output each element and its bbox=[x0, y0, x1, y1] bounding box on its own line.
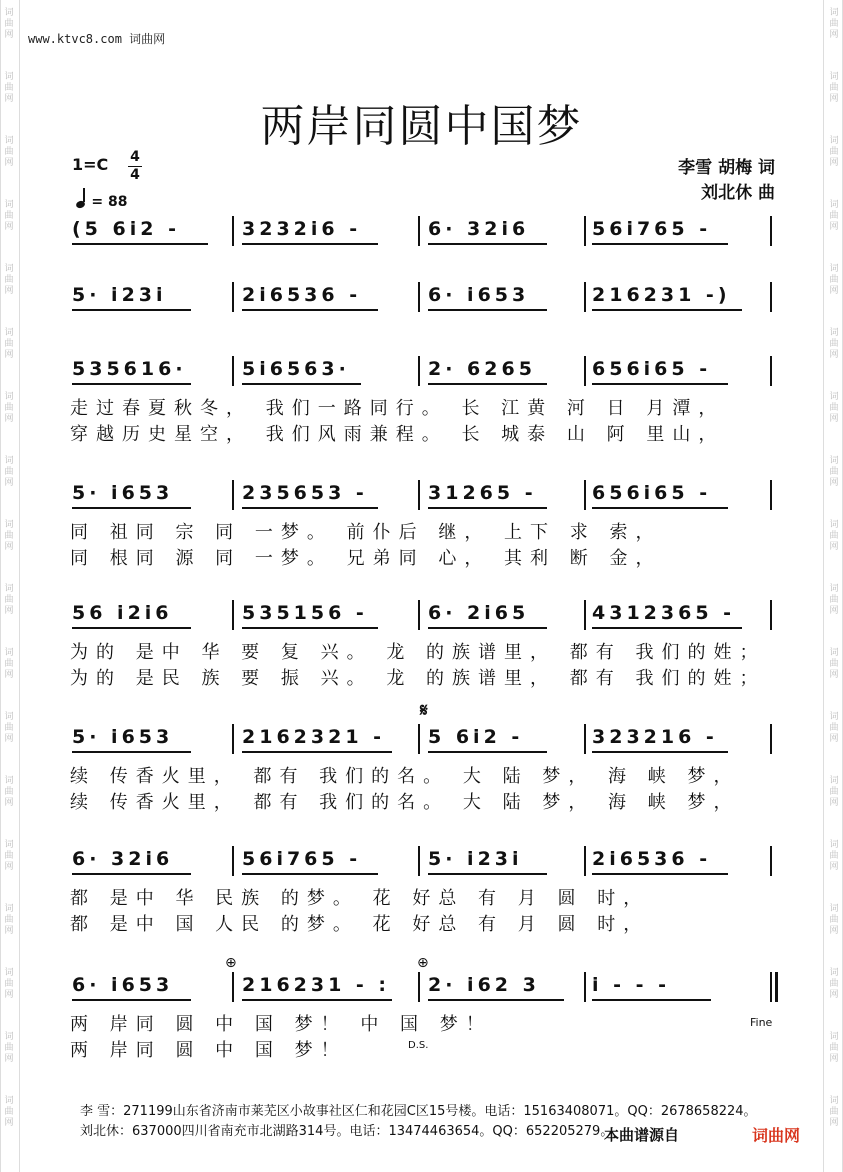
barline bbox=[584, 356, 586, 386]
tempo-value: = 88 bbox=[91, 194, 128, 210]
measure: 6· 32i6 bbox=[72, 848, 174, 870]
beam-line bbox=[428, 751, 547, 753]
beam-line bbox=[592, 383, 728, 385]
measure: 56 i2i6 bbox=[72, 602, 173, 624]
measure: 2· 6265 bbox=[428, 358, 536, 380]
barline bbox=[584, 600, 586, 630]
measure: 323216 - bbox=[592, 726, 718, 748]
lyric-line: 同 根同 源 同 一梦。 兄弟同 心， 其利 断 金， bbox=[70, 548, 662, 569]
beam-line bbox=[242, 383, 361, 385]
barline bbox=[232, 480, 234, 510]
watermark-text: 词 曲 网 bbox=[4, 264, 14, 296]
measure: 535616· bbox=[72, 358, 187, 380]
measure: 656i65 - bbox=[592, 482, 712, 504]
watermark-text: 词 曲 网 bbox=[4, 456, 14, 488]
notation-row bbox=[72, 358, 782, 388]
coda-sign: ⊕ bbox=[417, 955, 429, 971]
measure: 2i6536 - bbox=[242, 284, 362, 306]
lyric-line: 同 祖同 宗 同 一梦。 前仆后 继， 上下 求 索， bbox=[70, 522, 662, 543]
beam-line bbox=[592, 999, 711, 1001]
lyric-line: 为的 是民 族 要 振 兴。 龙 的族谱里， 都有 我们的姓； bbox=[70, 668, 766, 689]
beam-line bbox=[428, 243, 547, 245]
beam-line bbox=[242, 309, 378, 311]
beam-line bbox=[242, 627, 378, 629]
watermark-text: 词 曲 网 bbox=[4, 200, 14, 232]
beam-line bbox=[592, 309, 742, 311]
lyricist-credit: 李雪 胡梅 词 bbox=[678, 158, 775, 178]
barline bbox=[418, 480, 420, 510]
barline bbox=[232, 724, 234, 754]
footer-line-composer: 刘北休：637000四川省南充市北湖路314号。电话：13474463654。QQ：652205279。 bbox=[80, 1124, 614, 1139]
notation-row bbox=[72, 848, 782, 878]
watermark-text: 词 曲 网 bbox=[829, 520, 839, 552]
notation-row bbox=[72, 602, 782, 632]
barline bbox=[584, 724, 586, 754]
watermark-text: 词 曲 网 bbox=[829, 648, 839, 680]
watermark-text: 词 曲 网 bbox=[4, 72, 14, 104]
watermark-text: 词 曲 网 bbox=[829, 456, 839, 488]
barline bbox=[418, 216, 420, 246]
beam-line bbox=[592, 751, 728, 753]
barline bbox=[584, 216, 586, 246]
lyric-line: 两 岸同 圆 中 国 梦！ bbox=[70, 1040, 347, 1061]
watermark-text: 词 曲 网 bbox=[4, 520, 14, 552]
watermark-text: 词 曲 网 bbox=[829, 136, 839, 168]
barline bbox=[584, 282, 586, 312]
notation-row bbox=[72, 218, 782, 248]
watermark-text: 词 曲 网 bbox=[4, 968, 14, 1000]
beam-line bbox=[428, 999, 564, 1001]
watermark-text: 词 曲 网 bbox=[4, 1032, 14, 1064]
measure: 5· i653 bbox=[72, 726, 174, 748]
barline bbox=[770, 282, 772, 312]
lyric-line: 都 是中 国 人民 的梦。 花 好总 有 月 圆 时， bbox=[70, 914, 650, 935]
measure: 216231 -) bbox=[592, 284, 731, 306]
barline bbox=[584, 846, 586, 876]
watermark-text: 词 曲 网 bbox=[4, 776, 14, 808]
barline bbox=[418, 282, 420, 312]
time-signature bbox=[128, 150, 142, 183]
coda-sign: ⊕ bbox=[225, 955, 237, 971]
footer-line-lyricist: 李 雪：271199山东省济南市莱芜区小故事社区仁和花园C区15号楼。电话：15163408071。QQ：2678658224。 bbox=[80, 1104, 757, 1119]
lyric-line: 穿越历史星空， 我们风雨兼程。 长 城泰 山 阿 里山， bbox=[70, 424, 725, 445]
measure: 4312365 - bbox=[592, 602, 736, 624]
beam-line bbox=[242, 507, 378, 509]
beam-line bbox=[72, 507, 191, 509]
barline bbox=[770, 972, 772, 1002]
barline bbox=[770, 600, 772, 630]
barline bbox=[418, 846, 420, 876]
source-label: 本曲谱源自 bbox=[604, 1126, 680, 1144]
watermark-text: 词 曲 网 bbox=[4, 584, 14, 616]
watermark-text: 词 曲 网 bbox=[4, 648, 14, 680]
barline bbox=[418, 972, 420, 1002]
beam-line bbox=[592, 627, 742, 629]
barline bbox=[232, 846, 234, 876]
watermark-text: 词 曲 网 bbox=[829, 392, 839, 424]
watermark-text: 词 曲 网 bbox=[829, 264, 839, 296]
barline bbox=[418, 600, 420, 630]
measure: 216231 - : bbox=[242, 974, 391, 996]
watermark-text: 词 曲 网 bbox=[4, 8, 14, 40]
final-barline bbox=[775, 972, 778, 1002]
tempo-marking bbox=[76, 192, 127, 210]
beam-line bbox=[592, 507, 728, 509]
barline bbox=[232, 600, 234, 630]
beam-line bbox=[72, 627, 191, 629]
site-name-text: 词曲网 bbox=[129, 32, 166, 46]
beam-line bbox=[592, 243, 728, 245]
watermark-text: 词 曲 网 bbox=[829, 776, 839, 808]
beam-line bbox=[72, 243, 208, 245]
watermark-text: 词 曲 网 bbox=[4, 904, 14, 936]
measure: (5 6i2 - bbox=[72, 218, 180, 240]
barline bbox=[232, 282, 234, 312]
measure: 5· i23i bbox=[72, 284, 167, 306]
watermark-text: 词 曲 网 bbox=[4, 840, 14, 872]
beam-line bbox=[72, 751, 191, 753]
song-title: 两岸同圆中国梦 bbox=[260, 101, 583, 152]
beam-line bbox=[428, 309, 547, 311]
lyric-line: 续 传香火里， 都有 我们的名。 大 陆 梦， 海 峡 梦， bbox=[70, 766, 740, 787]
ds-mark: D.S. bbox=[408, 1040, 429, 1051]
beam-line bbox=[72, 309, 191, 311]
watermark-text: 词 曲 网 bbox=[829, 328, 839, 360]
watermark-text: 词 曲 网 bbox=[4, 1096, 14, 1128]
measure: 6· 32i6 bbox=[428, 218, 530, 240]
beam-line bbox=[242, 999, 392, 1001]
watermark-text: 词 曲 网 bbox=[829, 1032, 839, 1064]
beam-line bbox=[242, 751, 392, 753]
beam-line bbox=[428, 507, 547, 509]
notation-row bbox=[72, 482, 782, 512]
lyric-line: 为的 是中 华 要 复 兴。 龙 的族谱里， 都有 我们的姓； bbox=[70, 642, 766, 663]
barline bbox=[418, 724, 420, 754]
beam-line bbox=[242, 873, 378, 875]
watermark-text: 词 曲 网 bbox=[829, 200, 839, 232]
barline bbox=[584, 480, 586, 510]
measure: 2i6536 - bbox=[592, 848, 712, 870]
barline bbox=[770, 356, 772, 386]
notation-row bbox=[72, 974, 782, 1004]
measure: 2162321 - bbox=[242, 726, 386, 748]
measure: 56i765 - bbox=[242, 848, 362, 870]
lyric-line: 都 是中 华 民族 的梦。 花 好总 有 月 圆 时， bbox=[70, 888, 650, 909]
measure: 2· i62 3 bbox=[428, 974, 540, 996]
barline bbox=[770, 724, 772, 754]
composer-credit: 刘北休 曲 bbox=[701, 183, 775, 203]
notation-row bbox=[72, 726, 782, 756]
barline bbox=[232, 216, 234, 246]
measure: 31265 - bbox=[428, 482, 537, 504]
measure: 5i6563· bbox=[242, 358, 350, 380]
lyric-line: 两 岸同 圆 中 国 梦！ 中 国 梦！ bbox=[70, 1014, 492, 1035]
beam-line bbox=[428, 627, 547, 629]
barline bbox=[770, 216, 772, 246]
watermark-text: 词 曲 网 bbox=[829, 968, 839, 1000]
measure: 656i65 - bbox=[592, 358, 712, 380]
site-url-text: www.ktvc8.com bbox=[28, 32, 122, 46]
barline bbox=[770, 846, 772, 876]
barline bbox=[584, 972, 586, 1002]
measure: 6· i653 bbox=[428, 284, 530, 306]
lyric-line: 走过春夏秋冬， 我们一路同行。 长 江黄 河 日 月潭， bbox=[70, 398, 725, 419]
beam-line bbox=[242, 243, 378, 245]
barline bbox=[770, 480, 772, 510]
watermark-text: 词 曲 网 bbox=[829, 72, 839, 104]
watermark-text: 词 曲 网 bbox=[829, 1096, 839, 1128]
measure: 56i765 - bbox=[592, 218, 712, 240]
measure: 535156 - bbox=[242, 602, 368, 624]
barline bbox=[232, 356, 234, 386]
beam-line bbox=[592, 873, 728, 875]
watermark-text: 词 曲 网 bbox=[4, 328, 14, 360]
beam-line bbox=[428, 383, 547, 385]
beam-line bbox=[72, 383, 191, 385]
key-signature: 1=C bbox=[72, 155, 109, 174]
barline bbox=[232, 972, 234, 1002]
measure: 6· i653 bbox=[72, 974, 174, 996]
measure: 5· i23i bbox=[428, 848, 523, 870]
beam-line bbox=[428, 873, 547, 875]
measure: 3232i6 - bbox=[242, 218, 362, 240]
measure: 235653 - bbox=[242, 482, 368, 504]
time-sig-top: 4 bbox=[130, 149, 140, 165]
measure: i - - - bbox=[592, 974, 671, 996]
measure: 5 6i2 - bbox=[428, 726, 524, 748]
beam-line bbox=[72, 999, 191, 1001]
watermark-text: 词 曲 网 bbox=[4, 712, 14, 744]
segno-sign: 𝄋 bbox=[420, 700, 428, 721]
notation-row bbox=[72, 284, 782, 314]
site-logo[interactable]: 词曲网 bbox=[752, 1126, 801, 1145]
fine-mark: Fine bbox=[750, 1016, 773, 1029]
site-url[interactable] bbox=[28, 30, 165, 47]
watermark-text: 词 曲 网 bbox=[829, 840, 839, 872]
measure: 6· 2i65 bbox=[428, 602, 530, 624]
watermark-text: 词 曲 网 bbox=[829, 712, 839, 744]
time-sig-bottom: 4 bbox=[130, 167, 140, 183]
watermark-text: 词 曲 网 bbox=[4, 136, 14, 168]
measure: 5· i653 bbox=[72, 482, 174, 504]
watermark-text: 词 曲 网 bbox=[829, 904, 839, 936]
barline bbox=[418, 356, 420, 386]
watermark-text: 词 曲 网 bbox=[829, 8, 839, 40]
beam-line bbox=[72, 873, 191, 875]
lyric-line: 续 传香火里， 都有 我们的名。 大 陆 梦， 海 峡 梦， bbox=[70, 792, 740, 813]
watermark-text: 词 曲 网 bbox=[4, 392, 14, 424]
watermark-text: 词 曲 网 bbox=[829, 584, 839, 616]
